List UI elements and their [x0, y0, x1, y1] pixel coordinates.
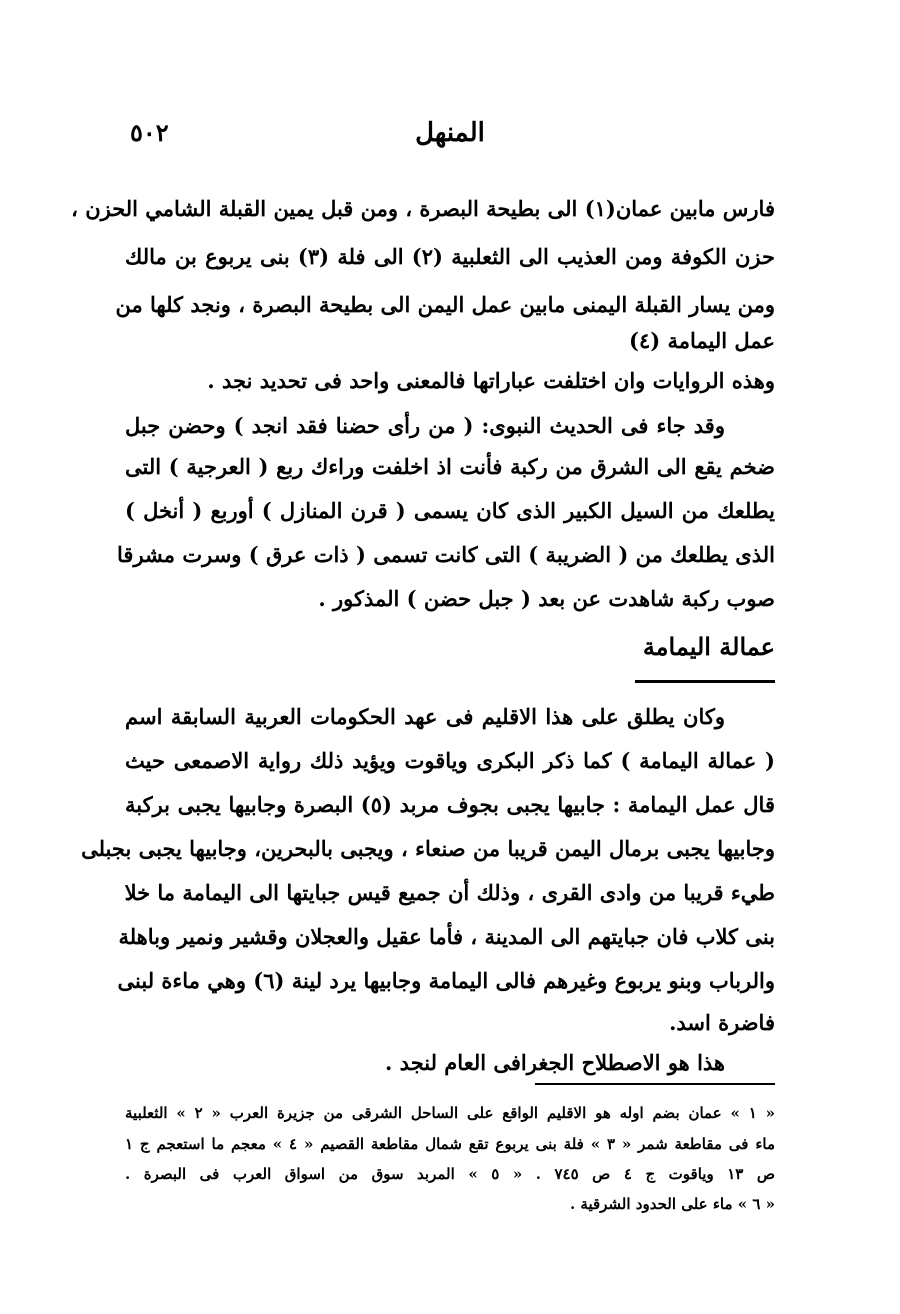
- footnote-separator: [535, 1083, 775, 1085]
- text-line: يطلعك من السيل الكبير الذى كان يسمى ( قرن المنازل ) أوربع ( أنخل ): [125, 498, 775, 523]
- heading-underline: [635, 680, 775, 683]
- running-header-title: المنهل: [415, 118, 485, 148]
- text-line: وقد جاء فى الحديث النبوى: ( من رأى حضنا فقد انجد ) وحضن جبل: [125, 413, 725, 438]
- text-line: بنى كلاب فان جبايتهم الى المدينة ، فأما عقيل والعجلان وقشير ونمير وباهلة: [118, 924, 775, 949]
- footnote-line: « ١ » عمان بضم اوله هو الاقليم الواقع على الساحل الشرقى من جزيرة العرب « ٢ » الثعلبية: [125, 1104, 775, 1122]
- text-line: وكان يطلق على هذا الاقليم فى عهد الحكومات العربية السابقة اسم: [125, 704, 725, 729]
- text-line: وجابيها يجبى برمال اليمن قريبا من صنعاء ، ويجبى بالبحرين، وجابيها يجبى بجبلى: [81, 836, 775, 861]
- section-heading: عمالة اليمامة: [642, 632, 775, 661]
- text-line: ضخم يقع الى الشرق من ركبة فأنت اذ اخلفت وراءك ربع ( العرجية ) التى: [125, 454, 775, 479]
- text-line: الذى يطلعك من ( الضريبة ) التى كانت تسمى ( ذات عرق ) وسرت مشرقا: [117, 542, 775, 567]
- footnote-line: ماء فى مقاطعة شمر « ٣ » فلة بنى يربوع تقع شمال مقاطعة القصيم « ٤ » معجم ما استعجم ج ١: [125, 1135, 776, 1153]
- text-line: فاضرة اسد.: [669, 1010, 775, 1035]
- page-number: ٥٠٢: [130, 118, 169, 147]
- text-line: حزن الكوفة ومن العذيب الى الثعلبية (٢) الى فلة (٣) بنى يربوع بن مالك: [125, 244, 775, 269]
- text-line: وهذه الروايات وان اختلفت عباراتها فالمعنى واحد فى تحديد نجد .: [207, 368, 775, 393]
- text-line: صوب ركبة شاهدت عن بعد ( جبل حضن ) المذكور .: [318, 586, 775, 611]
- text-line: ( عمالة اليمامة ) كما ذكر البكرى وياقوت ويؤيد ذلك رواية الاصمعى حيث: [125, 748, 775, 773]
- footnote-line: « ٦ » ماء على الحدود الشرقية .: [569, 1195, 775, 1213]
- text-line: والرباب وبنو يربوع وغيرهم فالى اليمامة وجابيها يرد لينة (٦) وهي ماءة لبنى: [117, 968, 775, 993]
- text-line: طيء قريبا من وادى القرى ، وذلك أن جميع قيس جبايتها الى اليمامة ما خلا: [124, 880, 775, 905]
- text-line: فارس مابين عمان(١) الى بطيحة البصرة ، ومن قبل يمين القبلة الشامي الحزن ،: [71, 196, 775, 221]
- text-line: قال عمل اليمامة : جابيها يجبى بجوف مربد (٥) البصرة وجابيها يجبى بركبة: [125, 792, 775, 817]
- text-line: ومن يسار القبلة اليمنى مابين عمل اليمن الى بطيحة البصرة ، ونجد كلها من: [115, 292, 775, 317]
- text-line: هذا هو الاصطلاح الجغرافى العام لنجد .: [385, 1050, 725, 1075]
- text-line: عمل اليمامة (٤): [629, 328, 775, 353]
- footnote-line: ص ١٣ وياقوت ج ٤ ص ٧٤٥ . « ٥ » المربد سوق من اسواق العرب فى البصرة .: [125, 1165, 776, 1183]
